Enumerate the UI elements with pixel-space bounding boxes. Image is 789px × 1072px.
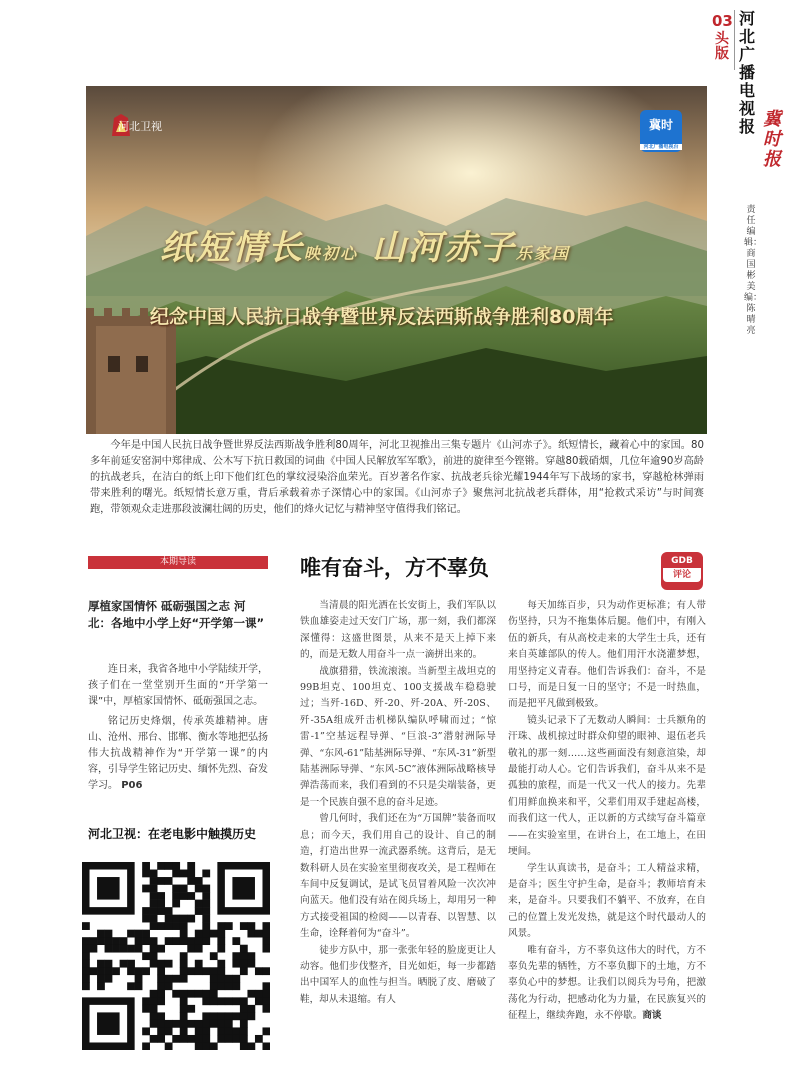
edition-label: 头版	[715, 31, 729, 62]
guide-divider	[88, 568, 268, 569]
comment-badge-top: GDB	[671, 556, 693, 566]
article-title: 唯有奋斗，方不辜负	[300, 555, 489, 580]
hero-title-part3: 山河赤子	[371, 228, 516, 268]
comment-badge-bottom: 评论	[663, 568, 701, 582]
page-number: 03	[712, 12, 733, 30]
article-author: 商谈	[642, 1010, 662, 1022]
sidebar-headline-2[interactable]: 河北卫视：在老电影中触摸历史	[88, 827, 257, 841]
paper-name: 河北广播电视报	[738, 9, 755, 136]
brand-mark: 冀时报	[763, 109, 781, 170]
paragraph: 学生认真读书，是奋斗；工人精益求精，是奋斗；医生守护生命，是奋斗；教师培育未来，是奋斗。只要我们不躺平、不放弃，在自己的位置上发光发热，就是这个时代最动人的风景。	[508, 862, 706, 940]
paragraph	[508, 943, 706, 1025]
page-ref: P06	[121, 780, 143, 791]
comment-badge	[661, 552, 703, 590]
app-badge	[640, 110, 682, 152]
editor-credit: 责任编辑：商国彬 美编：陈晴亮	[744, 205, 763, 336]
sidebar-para-2	[88, 714, 268, 794]
hero-subtitle: 纪念中国人民抗日战争暨世界反法西斯战争胜利80周年	[150, 306, 614, 328]
photo-caption: 今年是中国人民抗日战争暨世界反法西斯战争胜利80周年，河北卫视推出三集专题片《山河赤子》。纸短情长，藏着心中的家国。80多年前延安窑洞中郑律成、公木写下抗日救国的词曲《中国人民解放军军歌》，前进的旋律至今铿锵。穿越80载硝烟，几位年逾90岁高龄的抗战老兵，在洁白的纸上印下他们红色的掌纹浸染浴血荣光。百岁著名作家、抗战老兵徐光耀1944年写下战场的家书，穿越枪林弹雨带来胜利的曙光。纸短情长意万重，背后承载着赤子深情心中的家国。《山河赤子》聚焦河北抗战老兵群体，用“抢救式采访”与时间赛跑，带领观众走进那段波澜壮阔的历史，他们的烽火记忆与精神坚守值得我们铭记。	[90, 440, 704, 515]
paragraph: 镜头记录下了无数动人瞬间：士兵额角的汗珠、战机掠过时群众仰望的眼神、退伍老兵敬礼的那一刻……这些画面没有刻意渲染，却最能打动人心。它们告诉我们，奋斗从来不是孤独的旅程，而是一代又一代人的接力。先辈们用鲜血换来和平，父辈们用双手建起高楼，而我们这一代人，正以新的方式续写奋斗篇章——在实验室里，在讲台上，在工地上，在田埂间。	[508, 714, 706, 858]
article-column-1	[300, 598, 496, 1008]
hero-title	[160, 220, 570, 269]
paragraph: 曾几何时，我们还在为“万国牌”装备而叹息；而今天，我们用自己的设计、自己的制造，打造出世界一流武器系统。这背后，是无数科研人员在实验室里彻夜攻关，是工程师在车间中反复调试，是试飞员冒着风险一次次冲向蓝天。他们没有站在阅兵场上，却用另一种方式接受祖国的检阅——以青春、以智慧、以生命，诠释着何为“奋斗”。	[300, 813, 496, 940]
hero-title-part2: 映初心	[304, 244, 359, 263]
paragraph: 徒步方队中，那一张张年轻的脸庞更让人动容。他们步伐整齐，目光如炬，每一步都踏出中国军人的血性与担当。晒脱了皮、磨破了鞋，却从未退缩。有人	[300, 944, 496, 1005]
sidebar-para-2-text: 铭记历史烽烟，传承英雄精神。唐山、沧州、邢台、邯郸、衡水等地把弘扬伟大抗战精神作为“开学第一课”的内容，引导学生铭记历史、缅怀先烈、奋发学习。	[88, 716, 268, 791]
article-column-2	[508, 598, 706, 1025]
sidebar-para-1: 连日来，我省各地中小学陆续开学，孩子们在一堂堂别开生面的“开学第一课”中，厚植家国情怀、砥砺强国之志。	[88, 664, 268, 707]
hero-title-part1: 纸短情长	[160, 228, 304, 268]
paragraph: 每天加练百步，只为动作更标准；有人带伤坚持，只为不拖集体后腿。他们中，有刚入伍的新兵，有从高校走来的大学生士兵，还有来自英雄部队的传人。他们用汗水浇灌梦想，用坚持定义青春。他们告诉我们：奋斗，不是口号，而是日复一日的坚守；不是一时热血，而是把平凡做到极致。	[508, 600, 706, 710]
qr-code[interactable]	[82, 862, 270, 1050]
app-badge-label: 冀时	[648, 118, 673, 132]
sidebar-summary	[88, 662, 268, 798]
sidebar-headline-1[interactable]: 厚植家国情怀 砥砺强国之志 河北：各地中小学上好“开学第一课”	[88, 599, 265, 630]
paragraph-text: 唯有奋斗，方不辜负这伟大的时代，方不辜负先辈的牺牲，方不辜负脚下的土地，方不辜负心中的梦想。让我们以阅兵为号角，把激荡化为行动，把感动化为力量，在民族复兴的征程上，继续奔跑，永不停歇。	[508, 944, 706, 1022]
guide-label: 本期导读	[88, 556, 268, 568]
paragraph: 战旗猎猎，铁流滚滚。当新型主战坦克的99B坦克、100坦克、100支援战车稳稳驶过；当歼-16D、歼-20、歼-20A、歼-20S、歼-35A组成歼击机梯队编队呼啸而过；“惊雷-1”空基远程导弹、“巨浪-3”潜射洲际导弹、“东风-61”陆基洲际导弹、“东风-31”新型陆基洲际导弹、“东风-5C”液体洲际战略核导弹浩荡而来，我们看到的不只是尖端装备，更是一个民族自强不息的奋斗足迹。	[300, 665, 496, 808]
masthead-divider	[734, 10, 735, 70]
app-badge-sub: 河北广播电视台	[640, 144, 682, 150]
paragraph: 当清晨的阳光洒在长安街上，我们军队以铁血雄姿走过天安门广场，那一刻，我们都深深懂得：这盛世图景，从来不是天上掉下来的，而是无数人用奋斗一点一滴拼出来的。	[300, 600, 496, 661]
hero-title-part4: 乐家国	[515, 244, 570, 263]
channel-logo: 河北卫视	[118, 120, 162, 133]
